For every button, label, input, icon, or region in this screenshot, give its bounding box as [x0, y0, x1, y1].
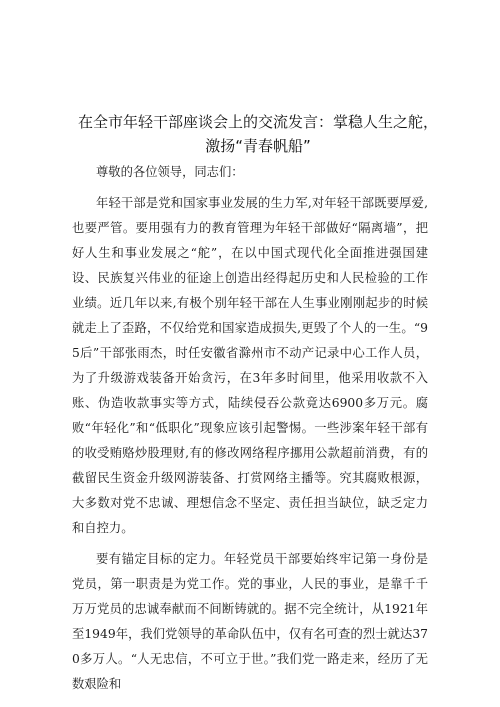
document-title: 在全市年轻干部座谈会上的交流发言：掌稳人生之舵，激扬“青春帆船” [78, 113, 439, 155]
salutation: 尊敬的各位领导，同志们： [96, 165, 244, 179]
paragraph-2: 要有锚定目标的定力。年轻党员干部要始终牢记第一身份是党员，第一职责是为党工作。党的事业，人民的事业，是靠千千万万党员的忠诚奉献而不间断铸就的。据不完全统计，从1921年至1949年，我们党领导的革命队伍中，仅有名可查的烈士就达370多万人。“人无忠信，不可立于世。”我们党一路走来，经历了无数艰险和 [72, 552, 428, 691]
document-body [72, 160, 428, 703]
paragraph-1: 年轻干部是党和国家事业发展的生力军,对年轻干部既要厚爱,也要严管。要用强有力的教育管理为年轻干部做好“隔离墙”，把好人生和事业发展之“舵”，在以中国式现代化全面推进强国建设、民族复兴伟业的征途上创造出经得起历史和人民检验的工作业绩。近几年以来,有极个别年轻干部在人生事业刚刚起步的时候就走上了歪路，不仅给党和国家造成损失,更毁了个人的一生。“95后”干部张雨杰，时任安徽省滁州市不动产记录中心工作人员，为了升级游戏装备开始贪污，在3年多时间里，他采用收款不入账、伪造收款事实等方式，陆续侵吞公款竟达6900多万元。腐败“年轻化”和“低职化”现象应该引起警惕。一些涉案年轻干部有的收受贿赂炒股理财,有的修改网络程序挪用公款超前消费，有的截留民生资金升级网游装备、打赏网络主播等。究其腐败根源，大多数对党不忠诚、理想信念不坚定、责任担当缺位，缺乏定力和自控力。 [72, 196, 428, 535]
